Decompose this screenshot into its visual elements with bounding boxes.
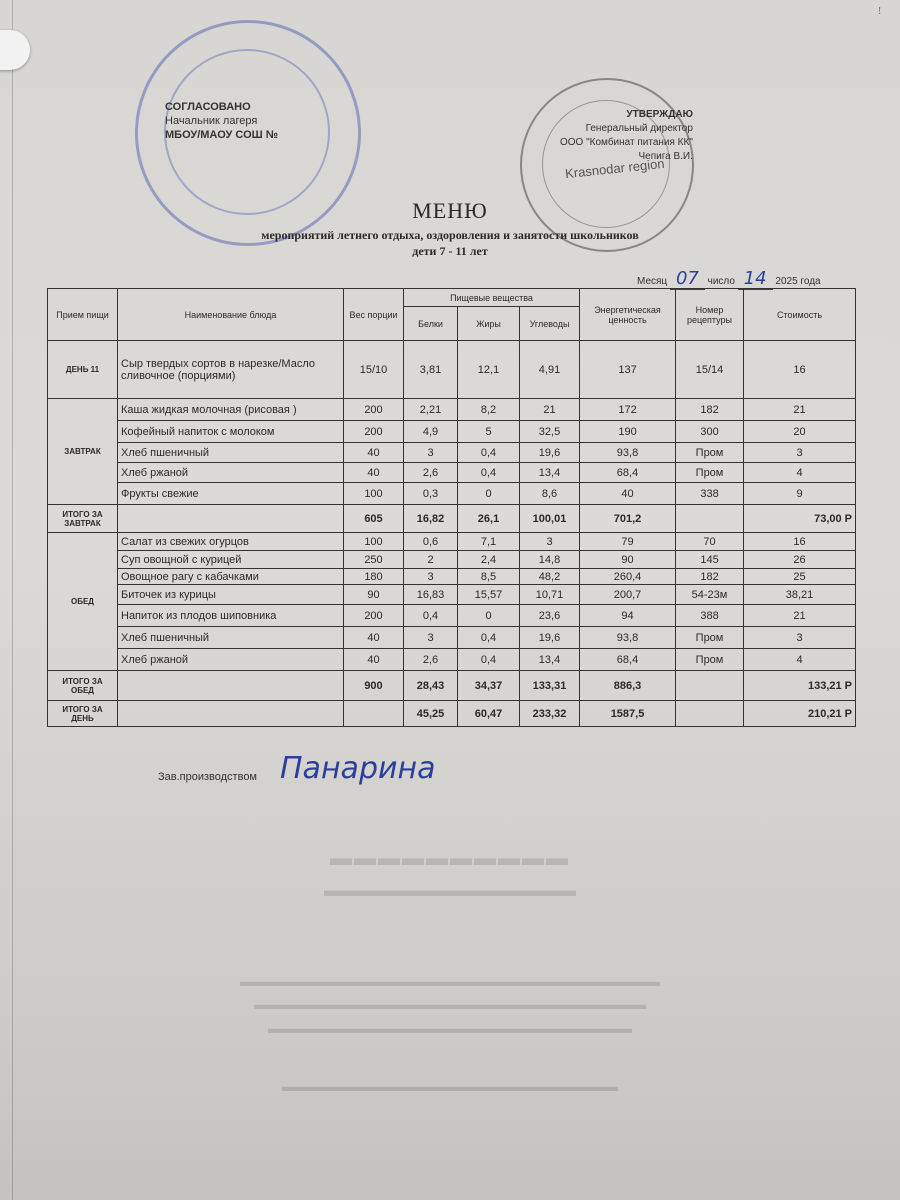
day-label: число	[707, 276, 735, 287]
recipe-cell: 15/14	[676, 341, 744, 399]
fat-cell: 8,5	[458, 569, 520, 585]
recipe-cell: 182	[676, 569, 744, 585]
energy-cell: 701,2	[580, 505, 676, 533]
table-row	[48, 569, 856, 585]
carbs-cell: 3	[520, 533, 580, 551]
header-portion: Вес порции	[344, 289, 404, 341]
recipe-cell: 70	[676, 533, 744, 551]
protein-cell: 28,43	[404, 671, 458, 701]
cost-cell: 16	[744, 341, 856, 399]
recipe-cell	[676, 505, 744, 533]
cost-cell: 21	[744, 605, 856, 627]
approval-left	[165, 100, 278, 142]
fat-cell: 0,4	[458, 463, 520, 483]
portion-cell: 40	[344, 463, 404, 483]
cost-cell: 26	[744, 551, 856, 569]
dish-name: Напиток из плодов шиповника	[118, 605, 344, 627]
header-cost: Стоимость	[744, 289, 856, 341]
stamp-city-text: Krasnodar region	[564, 155, 666, 182]
fat-cell: 34,37	[458, 671, 520, 701]
protein-cell: 2,6	[404, 649, 458, 671]
dish-name: Хлеб ржаной	[118, 463, 344, 483]
carbs-cell: 10,71	[520, 585, 580, 605]
total-label: ИТОГО ЗА ЗАВТРАК	[48, 505, 118, 533]
page-subtitle: мероприятий летнего отдыха, оздоровления и занятости школьников	[261, 228, 639, 242]
dish-name: Кофейный напиток с молоком	[118, 421, 344, 443]
energy-cell: 172	[580, 399, 676, 421]
portion-cell: 200	[344, 399, 404, 421]
month-value: 07	[670, 268, 705, 290]
dish-name: Хлеб пшеничный	[118, 443, 344, 463]
dish-name: Хлеб пшеничный	[118, 627, 344, 649]
dish-name: Каша жидкая молочная (рисовая )	[118, 399, 344, 421]
header-carbs: Углеводы	[520, 307, 580, 341]
header-protein: Белки	[404, 307, 458, 341]
header-nutrients: Пищевые вещества	[404, 289, 580, 307]
approval-right-position: Генеральный директор	[585, 123, 693, 134]
menu-table	[47, 288, 856, 727]
protein-cell: 3	[404, 569, 458, 585]
cost-cell: 3	[744, 627, 856, 649]
portion-cell: 100	[344, 483, 404, 505]
energy-cell: 68,4	[580, 649, 676, 671]
table-row	[48, 605, 856, 627]
header-energy: Энергетическая ценность	[580, 289, 676, 341]
portion-cell: 200	[344, 421, 404, 443]
recipe-cell: 300	[676, 421, 744, 443]
cost-cell: 16	[744, 533, 856, 551]
recipe-cell	[676, 701, 744, 727]
portion-cell: 40	[344, 627, 404, 649]
dish-name	[118, 701, 344, 727]
header-fat: Жиры	[458, 307, 520, 341]
fat-cell: 0,4	[458, 627, 520, 649]
fat-cell: 0	[458, 483, 520, 505]
table-row	[48, 483, 856, 505]
recipe-cell: Пром	[676, 627, 744, 649]
breakfast-total-row	[48, 505, 856, 533]
table-row	[48, 627, 856, 649]
cost-cell: 210,21 Р	[744, 701, 856, 727]
portion-cell: 90	[344, 585, 404, 605]
portion-cell: 250	[344, 551, 404, 569]
cost-cell: 21	[744, 399, 856, 421]
recipe-cell: Пром	[676, 443, 744, 463]
recipe-cell	[676, 671, 744, 701]
carbs-cell: 100,01	[520, 505, 580, 533]
fat-cell: 5	[458, 421, 520, 443]
carbs-cell: 133,31	[520, 671, 580, 701]
total-label: ИТОГО ЗА ОБЕД	[48, 671, 118, 701]
bleed-through-text: ▬▬▬▬▬▬▬▬▬▬	[330, 845, 570, 870]
bleed-through-text: ▬▬▬▬▬▬▬▬▬▬▬▬▬▬	[324, 880, 576, 900]
energy-cell: 886,3	[580, 671, 676, 701]
energy-cell: 190	[580, 421, 676, 443]
carbs-cell: 32,5	[520, 421, 580, 443]
header-recipe: Номер рецептуры	[676, 289, 744, 341]
portion-cell: 15/10	[344, 341, 404, 399]
portion-cell: 40	[344, 649, 404, 671]
day-value: 14	[738, 268, 773, 290]
edge-mark: !	[878, 6, 882, 17]
fat-cell: 7,1	[458, 533, 520, 551]
carbs-cell: 14,8	[520, 551, 580, 569]
cost-cell: 3	[744, 443, 856, 463]
date-line	[637, 268, 821, 289]
energy-cell: 90	[580, 551, 676, 569]
portion-cell: 900	[344, 671, 404, 701]
day-total-row	[48, 701, 856, 727]
fat-cell: 0	[458, 605, 520, 627]
protein-cell: 3	[404, 443, 458, 463]
table-row	[48, 585, 856, 605]
carbs-cell: 21	[520, 399, 580, 421]
header-meal: Прием пищи	[48, 289, 118, 341]
carbs-cell: 13,4	[520, 463, 580, 483]
portion-cell: 200	[344, 605, 404, 627]
approval-right-title: УТВЕРЖДАЮ	[626, 109, 693, 120]
energy-cell: 200,7	[580, 585, 676, 605]
page-title: МЕНЮ	[412, 198, 488, 223]
carbs-cell: 19,6	[520, 443, 580, 463]
recipe-cell: 145	[676, 551, 744, 569]
dish-name: Салат из свежих огурцов	[118, 533, 344, 551]
approval-right-name: Чепига В.И.	[638, 151, 693, 162]
table-row	[48, 551, 856, 569]
protein-cell: 2,6	[404, 463, 458, 483]
table-row	[48, 341, 856, 399]
dish-name: Биточек из курицы	[118, 585, 344, 605]
day-label-cell: ДЕНЬ 11	[48, 341, 118, 399]
cost-cell: 25	[744, 569, 856, 585]
carbs-cell: 23,6	[520, 605, 580, 627]
portion-cell: 605	[344, 505, 404, 533]
recipe-cell: 182	[676, 399, 744, 421]
protein-cell: 3,81	[404, 341, 458, 399]
energy-cell: 68,4	[580, 463, 676, 483]
recipe-cell: 54-23м	[676, 585, 744, 605]
energy-cell: 79	[580, 533, 676, 551]
protein-cell: 2	[404, 551, 458, 569]
approval-left-position: Начальник лагеря	[165, 115, 258, 127]
fat-cell: 8,2	[458, 399, 520, 421]
dish-name: Овощное рагу с кабачками	[118, 569, 344, 585]
energy-cell: 260,4	[580, 569, 676, 585]
carbs-cell: 4,91	[520, 341, 580, 399]
approval-right-org: ООО "Комбинат питания КК"	[560, 137, 693, 148]
handwritten-signature: Панарина	[280, 751, 436, 786]
month-label: Месяц	[637, 276, 668, 287]
carbs-cell: 19,6	[520, 627, 580, 649]
cost-cell: 38,21	[744, 585, 856, 605]
cost-cell: 20	[744, 421, 856, 443]
dish-name: Фрукты свежие	[118, 483, 344, 505]
fat-cell: 2,4	[458, 551, 520, 569]
approval-right	[560, 108, 693, 164]
fat-cell: 12,1	[458, 341, 520, 399]
cost-cell: 73,00 Р	[744, 505, 856, 533]
carbs-cell: 13,4	[520, 649, 580, 671]
energy-cell: 93,8	[580, 627, 676, 649]
lunch-total-row	[48, 671, 856, 701]
recipe-cell: 388	[676, 605, 744, 627]
table-row	[48, 533, 856, 551]
dish-name: Сыр твердых сортов в нарезке/Масло сливочное (порциями)	[118, 341, 344, 399]
recipe-cell: Пром	[676, 649, 744, 671]
table-row	[48, 443, 856, 463]
signature-label: Зав.производством	[158, 771, 257, 783]
cost-cell: 133,21 Р	[744, 671, 856, 701]
bleed-through-text: ▬▬▬▬▬▬▬▬▬▬▬▬▬▬▬▬▬▬▬▬▬▬▬▬▬▬▬▬▬▬	[240, 975, 660, 990]
carbs-cell: 48,2	[520, 569, 580, 585]
carbs-cell: 233,32	[520, 701, 580, 727]
protein-cell: 16,82	[404, 505, 458, 533]
carbs-cell: 8,6	[520, 483, 580, 505]
dish-name: Суп овощной с курицей	[118, 551, 344, 569]
fat-cell: 60,47	[458, 701, 520, 727]
table-row	[48, 421, 856, 443]
recipe-cell: Пром	[676, 463, 744, 483]
total-label: ИТОГО ЗА ДЕНЬ	[48, 701, 118, 727]
portion-cell: 180	[344, 569, 404, 585]
dish-name	[118, 505, 344, 533]
fat-cell: 15,57	[458, 585, 520, 605]
year-label: 2025 года	[775, 276, 821, 287]
header-dish: Наименование блюда	[118, 289, 344, 341]
dish-name	[118, 671, 344, 701]
energy-cell: 1587,5	[580, 701, 676, 727]
energy-cell: 93,8	[580, 443, 676, 463]
energy-cell: 40	[580, 483, 676, 505]
protein-cell: 0,3	[404, 483, 458, 505]
approval-left-title: СОГЛАСОВАНО	[165, 101, 251, 113]
cost-cell: 4	[744, 649, 856, 671]
portion-cell: 100	[344, 533, 404, 551]
portion-cell	[344, 701, 404, 727]
page-fold	[12, 0, 13, 1200]
fat-cell: 0,4	[458, 649, 520, 671]
portion-cell: 40	[344, 443, 404, 463]
lunch-label: ОБЕД	[48, 533, 118, 671]
breakfast-label: ЗАВТРАК	[48, 399, 118, 505]
recipe-cell: 338	[676, 483, 744, 505]
protein-cell: 4,9	[404, 421, 458, 443]
bleed-through-text: ▬▬▬▬▬▬▬▬▬▬▬▬▬▬▬▬▬▬▬▬▬▬▬▬▬▬	[268, 1022, 632, 1037]
table-row	[48, 463, 856, 483]
dish-name: Хлеб ржаной	[118, 649, 344, 671]
age-group: дети 7 - 11 лет	[412, 244, 488, 258]
cost-cell: 9	[744, 483, 856, 505]
bleed-through-text: ▬▬▬▬▬▬▬▬▬▬▬▬▬▬▬▬▬▬▬▬▬▬▬▬▬▬▬▬	[254, 998, 646, 1013]
protein-cell: 2,21	[404, 399, 458, 421]
energy-cell: 94	[580, 605, 676, 627]
signature-block	[158, 751, 436, 786]
fat-cell: 26,1	[458, 505, 520, 533]
protein-cell: 0,4	[404, 605, 458, 627]
protein-cell: 16,83	[404, 585, 458, 605]
table-row	[48, 399, 856, 421]
fat-cell: 0,4	[458, 443, 520, 463]
table-row	[48, 649, 856, 671]
approval-left-org: МБОУ/МАОУ СОШ №	[165, 129, 278, 141]
cost-cell: 4	[744, 463, 856, 483]
protein-cell: 3	[404, 627, 458, 649]
bleed-through-text: ▬▬▬▬▬▬▬▬▬▬▬▬▬▬▬▬▬▬▬▬▬▬▬▬	[282, 1080, 618, 1095]
protein-cell: 45,25	[404, 701, 458, 727]
energy-cell: 137	[580, 341, 676, 399]
protein-cell: 0,6	[404, 533, 458, 551]
